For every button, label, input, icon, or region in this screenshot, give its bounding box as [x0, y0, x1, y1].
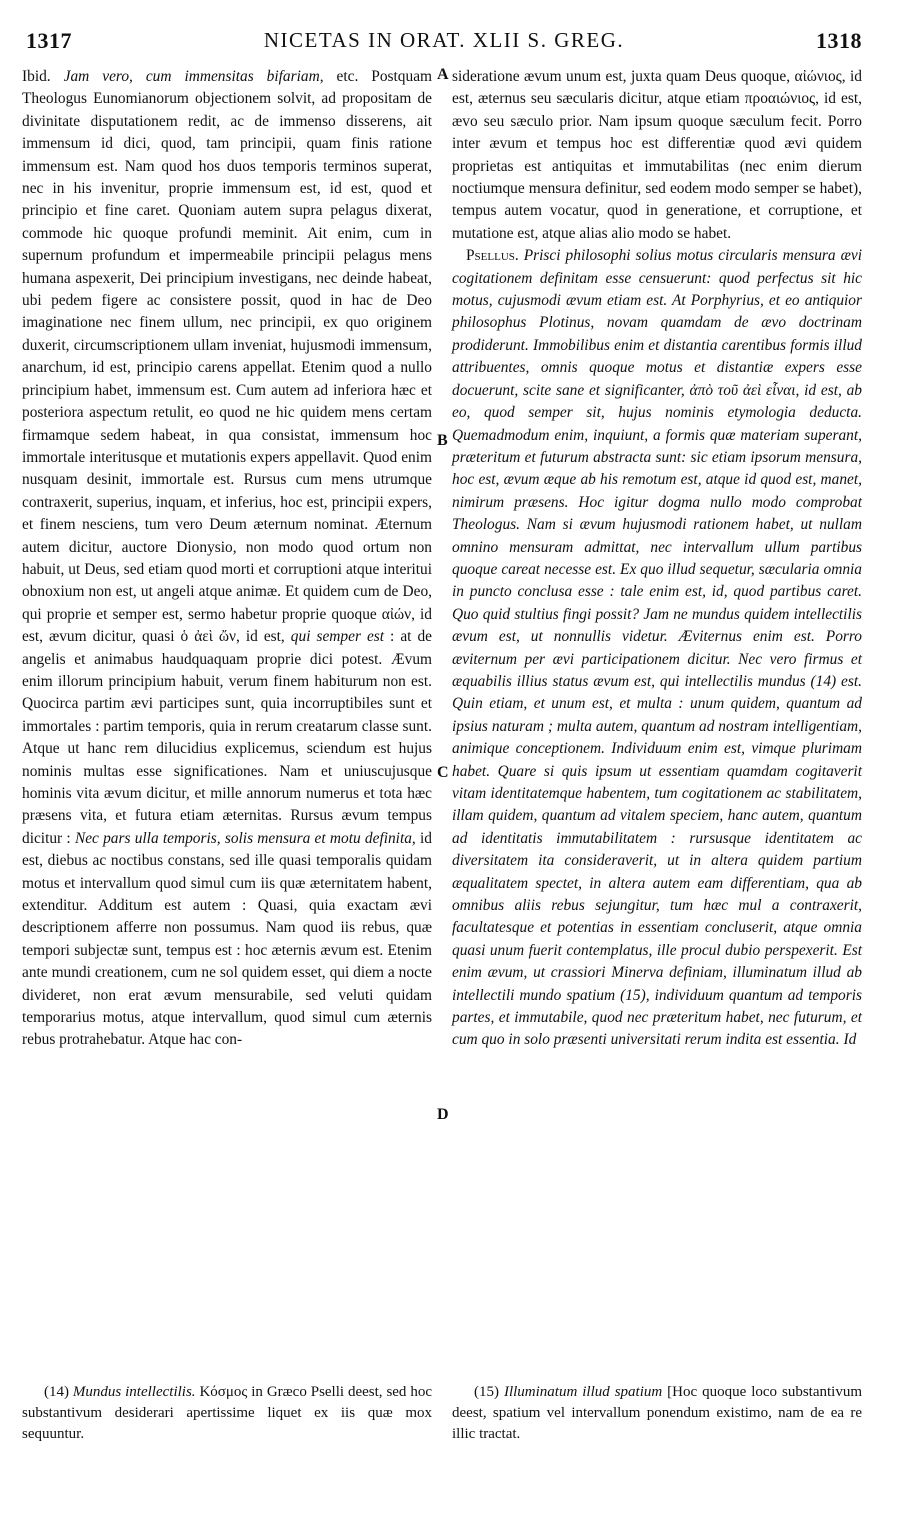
- footnote-text: Κόσμος in Græco Pselli deest, sed hoc substantivum desiderari apertissime liquet ex iis quæ mox sequuntur.: [22, 1384, 432, 1442]
- footnote-number: (14): [44, 1384, 73, 1400]
- body-text: etc. Postquam Theologus Eunomianorum objectionem solvit, ad propositam de divinitate disputationem redit, ac de immenso disserens, ait immensum id dici, quod, tam principii, quam finis ratione immensum est. Nam quod hos duos temporis terminos superat, nec in his invenitur, proprie immensum est, id est, quod et principio et fine caret. Quoniam autem supra pelagus dixerat, commode hic quoque profundi meminit. Ait enim, cum in supernum profundum et impermeabile principii pelagus mens humana aspexerit, Dei principium investigans, nec deinde habeat, ubi pedem figere ac consistere possit, quod in hac de Deo imaginatione nec finem ullum, nec principii, ex quo originem duxerit, circumscriptionem ullam inveniat, hujusmodi immensum, anarchum, id est, principio carens appellat. Etenim quod a nullo principium habet, immensum est. Cum autem ad inferiora hæc et posteriora aspectum retulit, eo quod ne hic quidem mens certam firmamque sedem habeat, in qua consistat, immensum hoc immortale interitusque et mutationis expers appellavit. Quod enim nusquam desinit, immortale est. Rursus cum mens utrumque contraxerit, superius, inquam, et inferius, hoc est, principii expers, et finem nesciens, tum vero Deum æternum nominat. Æternum autem dicitur, auctore Dionysio, non modo quod ortum non habuit, ut Deus, sed etiam quod morti et corruptioni atque interitui obnoxium non est, ut angeli atque animæ. Et quidem cum de Deo, qui proprie et semper est, sermo habetur proprie quoque αἰών, id est, ævum dicitur, quasi ὁ ἀεὶ ὤν, id est,: [22, 68, 432, 646]
- page-number-right: 1318: [816, 28, 862, 53]
- footnote-14: [22, 1382, 432, 1445]
- psellus-text: Prisci philosophi solius motus circularis mensura ævi cogitationem definitam esse censuerunt: quod perfectus sit hic motus, cujusmodi ævum etiam est. At Porphyrius, et eo antiquior philosophus Plotinus, novam quamdam de ævo doctrinam prodiderunt. Immobilibus enim et distantia carentibus formis illud attribuentes, omnis quoque motus et distantiæ expers esse docuerunt, scite sane et significanter, ἀπὸ τοῦ ἀεὶ εἶναι, id est, ab eo, quod semper sit, hujus nominis etymologia deducta. Quemadmodum enim, inquiunt, a formis quæ materiam superant, præteritum et futurum abstracta sunt: sic etiam ipsorum mensura, hoc est, ævum æque ab his remotum est, atque id quod est, manet, nimirum præsens. Hoc igitur dogma nullo modo comprobat Theologus. Nam si ævum hujusmodi rationem habet, ut nullam omnino mensuram admittat, nec intervallum ullum partibus quoque careat necesse est. Ex quo illud sequetur, sæcularia omnia in puncto conclusa esse : tale enim est, id, quod partibus caret. Quo quid stultius fingi possit? Jam ne mundus quidem intellectilis ævum est, ut nonnullis videtur. Æviternus enim est. Porro æviternum per ævi participationem dicitur. Nec vero firmus et æquabilis illius status ævum est, qui intellectilis mundus (14) est. Quin etiam, et unum est, et multa : unum quidem, quantum ad ipsius naturam ; multa autem, quantum ad nostram intelligentiam, animique conceptionem. Individuum enim est, vimque plurimam habet. Quare si quis ipsum ut essentiam quamdam cogitaverit vitam identitatemque habentem, tum cogitationem ac stabilitatem, illam quidem, quantum ad vitalem speciem, hanc autem, quantum ad identitatis immutabilitatem : rursusque identitatem ac diversitatem ita consideraverit, ut in altera quidem partium æqualitatem spectet, in altera autem eam differentiam, qua ab omnibus aliis rebus sejungitur, tum hæc mul a contraxerit, facultatesque et potentias in essentiam concluserit, atque omnia quasi unum fuerit contemplatus, ille procul dubio perspexerit. Est enim ævum, ut crassiori Minerva definiam, illuminatum illud ab intellectili mundo spatium (15), individuum quantum ad temporis partes, et immutabile, quod nec præteritum habet, nec futurum, et cum quo in solo præsenti universitati rerum indita est essentia. Id: [452, 247, 862, 1049]
- margin-marker-b: B: [437, 432, 448, 449]
- left-paragraph: [22, 66, 432, 1052]
- footnote-lemma: Illuminatum illud spatium: [503, 1384, 663, 1400]
- footnote-number: (15): [474, 1384, 504, 1400]
- right-column: [452, 66, 862, 1052]
- footnote-lemma: Mundus intellectilis.: [72, 1384, 196, 1400]
- author-name: Psellus.: [466, 247, 524, 265]
- left-column: [22, 66, 432, 1052]
- margin-marker-c: C: [437, 764, 449, 781]
- lemma-ref: Ibid.: [22, 68, 64, 85]
- footnote-15: [452, 1382, 862, 1445]
- running-title: NICETAS IN ORAT. XLII S. GREG.: [263, 28, 625, 52]
- right-paragraph-2: [452, 245, 862, 1052]
- right-paragraph-1: sideratione ævum unum est, juxta quam Deus quoque, αἰώνιος, id est, æternus seu sæcularis dicitur, atque etiam προαιώνιος, id est, ævo seu sæculo prior. Nam ipsum quoque sæculum fecit. Porro inter ævum et tempus hoc est differentiæ quod ævi quidem proprietas est antiquitas et immutabilitas (nec enim dierum noctiumque mensura definitur, sed eodem modo semper se habet), tempus autem vocatur, quod in generatione, et corruptione, et mutatione est, atque alias alio modo se habet.: [452, 68, 862, 242]
- lemma-italic: Jam vero, cum immensitas bifariam,: [63, 68, 324, 85]
- margin-marker-d: D: [437, 1106, 449, 1123]
- body-text: id est, diebus ac noctibus constans, sed ille quasi temporalis quidam motus et intervallum quod simul cum iis quæ æternitatem habent, extenditur. Additum est autem : Quasi, quia exactam ævi descriptionem afferre non possumus. Nam quod iis rebus, quæ tempori subjectæ sunt, tempus est : hoc æternis ævum est. Etenim ante mundi creationem, cum ne sol quidem esset, qui diem a nocte divideret, non erat ævum mensurabile, sed veluti quidam temporarius motus, atque intervallum, quod simul cum æternis rebus protrahebatur. Atque hac con-: [22, 829, 432, 1049]
- page-number-left: 1317: [26, 28, 72, 53]
- body-italic: qui semper est: [290, 628, 385, 646]
- page-header: [26, 28, 862, 62]
- margin-marker-a: A: [437, 66, 449, 83]
- body-italic: Nec pars ulla temporis, solis mensura et motu definita,: [74, 829, 416, 847]
- body-text: : at de angelis et animabus haudquaquam proprie dici potest. Ævum enim illorum principium habuit, verum finem habiturum non est. Quocirca partim ævi participes sunt, quia incorruptibiles sunt et immortales : partim temporis, quia in rerum creatarum classe sunt. Atque ut hanc rem dilucidius explicemus, sciendum est hujus nominis multas esse significationes. Nam et uniuscujusque hominis vita ævum dicitur, et mille annorum numerus et tota hæc præsens vita, et futura etiam æternitas. Rursus ævum tempus dicitur :: [22, 628, 432, 847]
- footnote-text: [Hoc quoque loco substantivum deest, spatium vel intervallum ponendum existimo, nam de ea re illic tractat.: [452, 1384, 862, 1442]
